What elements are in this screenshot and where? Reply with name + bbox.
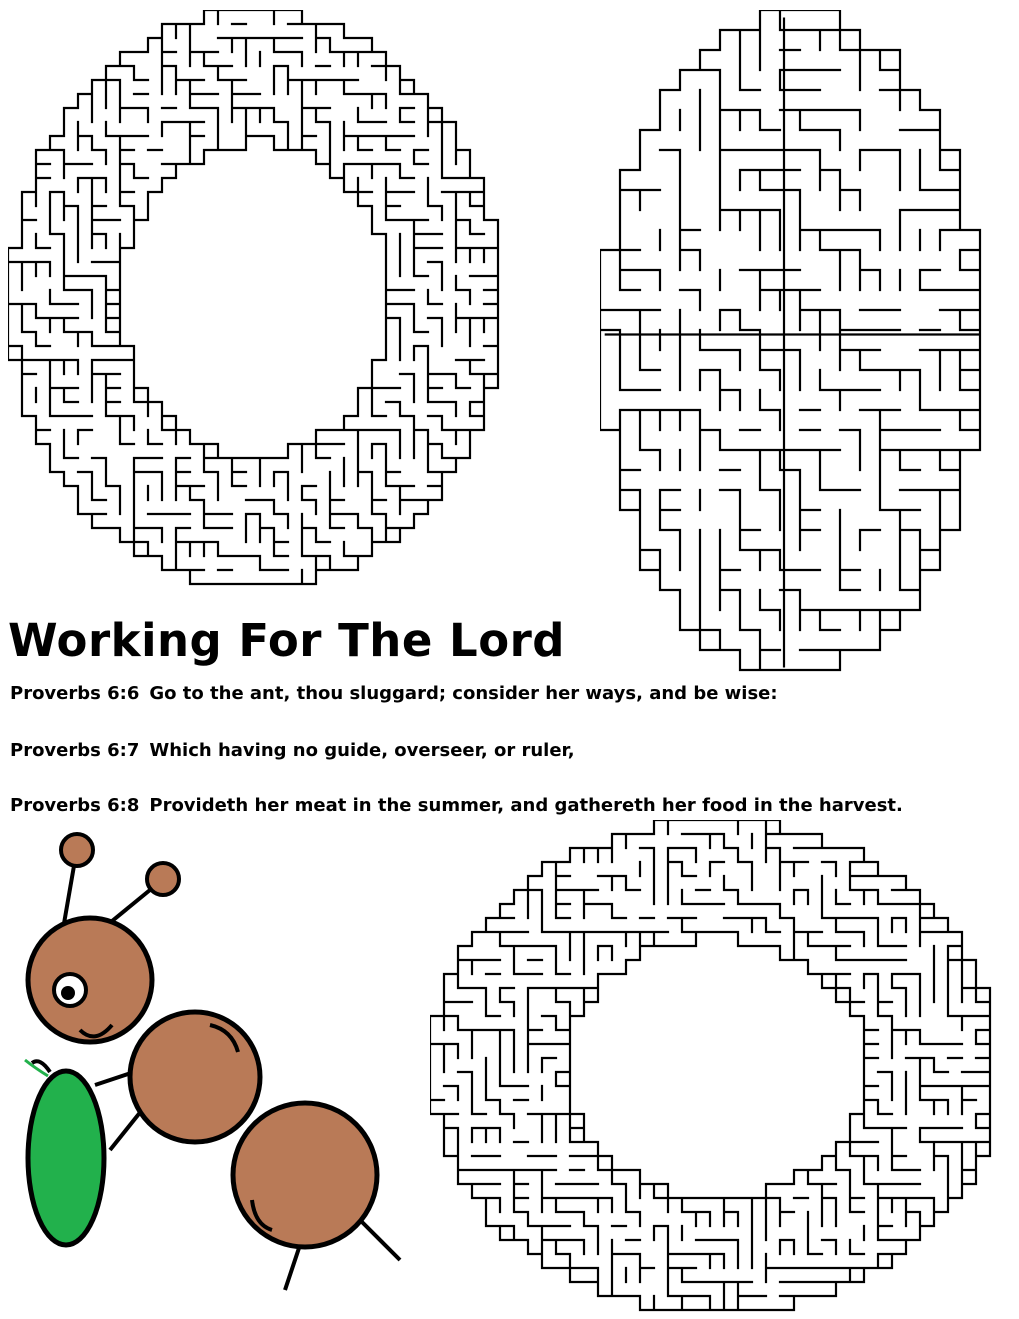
maze-walls xyxy=(8,10,498,584)
verse-reference: Proverbs 6:8 xyxy=(10,795,140,816)
page-title: Working For The Lord xyxy=(8,614,566,667)
verse-line-1 xyxy=(10,685,778,703)
ring-maze-icon xyxy=(430,820,990,1310)
maze-walls xyxy=(600,10,980,670)
verse-reference: Proverbs 6:7 xyxy=(10,740,140,761)
verse-text: Provideth her meat in the summer, and gathereth her food in the harvest. xyxy=(149,795,903,816)
ant-illustration xyxy=(0,820,410,1300)
verse-line-3 xyxy=(10,797,903,815)
oval-maze-top-right xyxy=(600,10,984,675)
ring-maze-icon xyxy=(8,10,498,584)
verse-line-2 xyxy=(10,742,575,760)
oval-maze-icon xyxy=(600,10,980,670)
ring-maze-bottom-right xyxy=(430,820,1002,1315)
verse-text: Go to the ant, thou sluggard; consider her ways, and be wise: xyxy=(149,683,778,704)
maze-walls xyxy=(430,820,990,1310)
verse-text: Which having no guide, overseer, or ruler, xyxy=(149,740,575,761)
ant-carrying-leaf-icon xyxy=(25,834,400,1290)
ring-maze-top-left xyxy=(8,10,503,590)
verse-reference: Proverbs 6:6 xyxy=(10,683,140,704)
